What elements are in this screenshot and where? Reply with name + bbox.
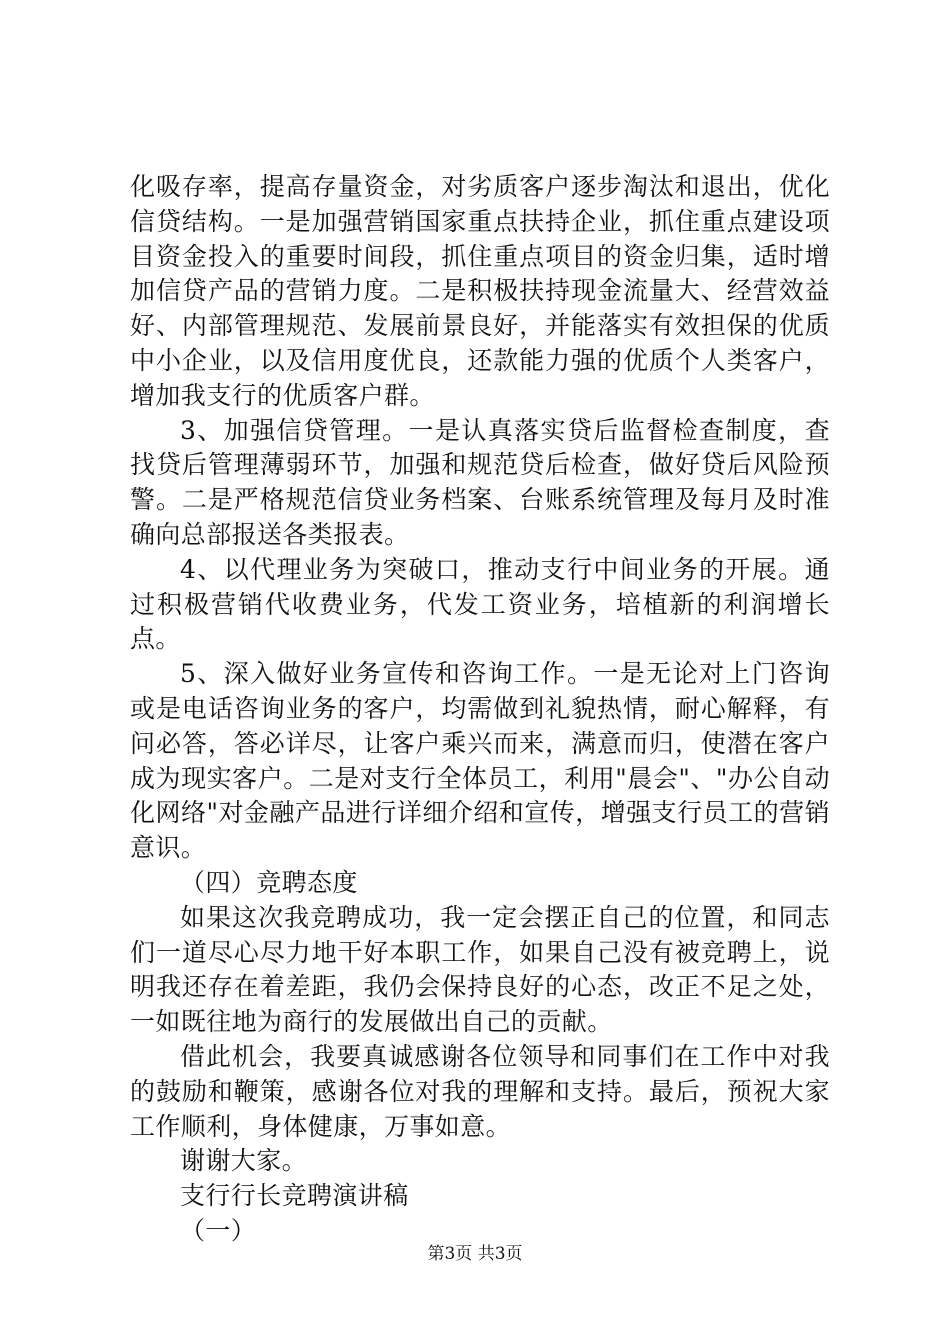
document-body <box>130 170 830 1249</box>
section-heading-attitude: （四）竞聘态度 <box>180 867 358 897</box>
paragraph-attitude: 如果这次我竞聘成功，我一定会摆正自己的位置，和同志们一道尽心尽力地干好本职工作，如果自己没有被竞聘上，说明我还存在着差距，我仍会保持良好的心态，改正不足之处，一如既往地为商行的发展做出自己的贡献。 <box>130 902 830 1037</box>
paragraph-thanks: 借此机会，我要真诚感谢各位领导和同事们在工作中对我的鼓励和鞭策，感谢各位对我的理解和支持。最后，预祝大家工作顺利，身体健康，万事如意。 <box>130 1041 830 1141</box>
paragraph-publicity-consulting: 5、深入做好业务宣传和咨询工作。一是无论对上门咨询或是电话咨询业务的客户，均需做到礼貌热情，耐心解释，有问必答，答必详尽，让客户乘兴而来，满意而归，使潜在客户成为现实客户。二是对支行全体员工，利用"晨会"、"办公自动化网络"对金融产品进行详细介绍和宣传，增强支行员工的营销意识。 <box>130 659 830 863</box>
page-number: 第3页 共3页 <box>427 1244 523 1264</box>
paragraph-closing: 谢谢大家。 <box>180 1146 308 1176</box>
paragraph-agency-business: 4、以代理业务为突破口，推动支行中间业务的开展。通过积极营销代收费业务，代发工资业务，培植新的利润增长点。 <box>130 554 830 654</box>
paragraph-continuation: 化吸存率，提高存量资金，对劣质客户逐步淘汰和退出，优化信贷结构。一是加强营销国家重点扶持企业，抓住重点建设项目资金投入的重要时间段，抓住重点项目的资金归集，适时增加信贷产品的营销力度。二是积极扶持现金流量大、经营效益好、内部管理规范、发展前景良好，并能落实有效担保的优质中小企业，以及信用度优良，还款能力强的优质个人类客户，增加我支行的优质客户群。 <box>130 172 830 410</box>
paragraph-credit-management: 3、加强信贷管理。一是认真落实贷后监督检查制度，查找贷后管理薄弱环节，加强和规范贷后检查，做好贷后风险预警。二是严格规范信贷业务档案、台账系统管理及每月及时准确向总部报送各类报表。 <box>130 415 830 549</box>
section-heading-one: （一） <box>180 1215 257 1245</box>
document-title: 支行行长竞聘演讲稿 <box>180 1181 409 1211</box>
